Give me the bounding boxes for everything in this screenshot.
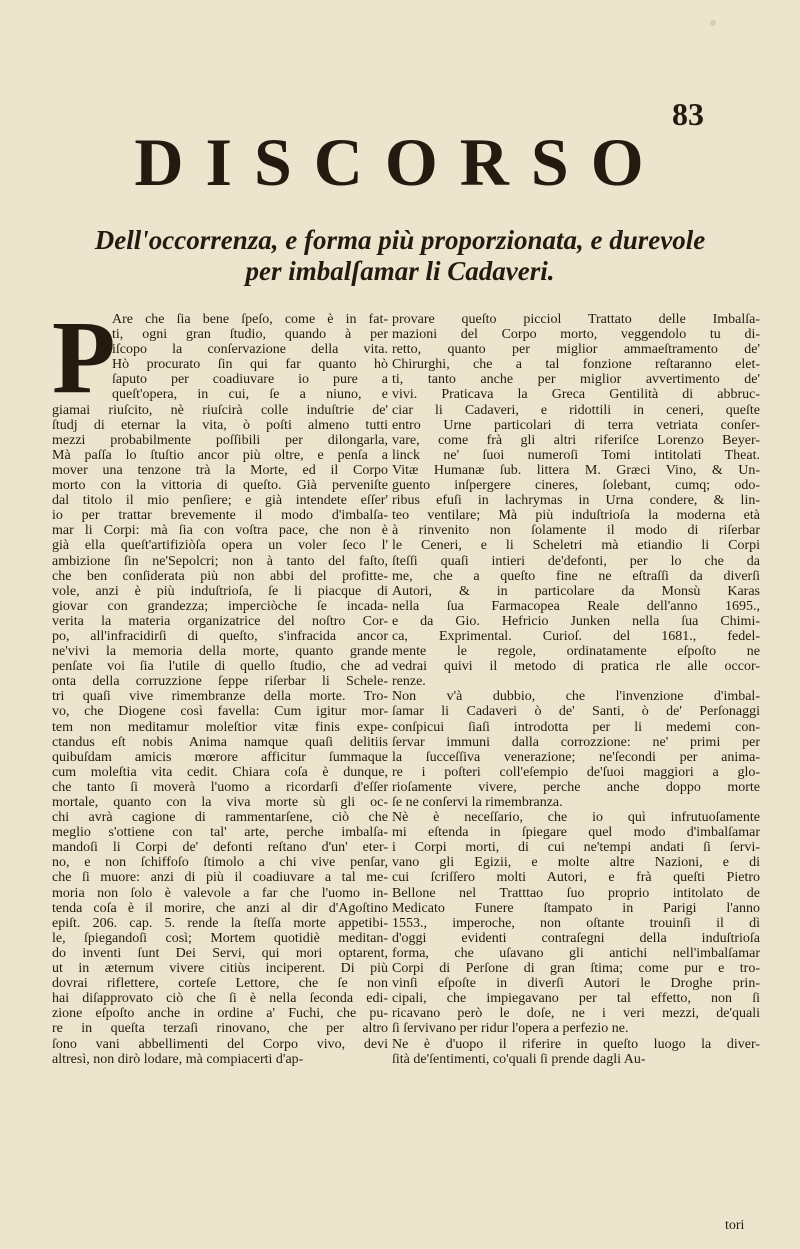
text-line: ctandus eſt nobis Anima namque quaſi delitiis — [52, 734, 388, 750]
text-line: mover una tenzone trà la Morte, ed il Corpo — [52, 462, 388, 478]
text-line: no, e non ſchiffoſo ſtimolo a chi vive penſar, — [52, 855, 388, 871]
text-line: à rinvenito non ſolamente il modo di riſerbar — [392, 523, 760, 539]
text-line: vivi. Praticava la Greca Gentilità di abbruc- — [392, 387, 760, 403]
text-line: meglio s'ottiene con tal' arte, perche imbalſa- — [52, 825, 388, 841]
text-line: mandoſi li Corpi de' defonti reſtano d'un' eter- — [52, 840, 388, 856]
text-line: mortale, quanto con la viva morte sù gli oc- — [52, 795, 388, 810]
text-line: tenda coſa è il morire, che anzi al dir d'Agoſtino — [52, 900, 388, 916]
text-line: provare queſto picciol Trattato delle Imbalſa- — [392, 312, 760, 327]
text-line: vo, che Diogene così favella: Cum igitur mor- — [52, 704, 388, 720]
paper-spot — [710, 20, 716, 26]
text-line: tem non meditamur moleſtior vitæ finis expe- — [52, 719, 388, 735]
text-line: re in queſta terzaſi rinovano, che per altro — [52, 1021, 388, 1037]
text-line: cui ſcriſſero molti Autori, e frà queſti Pietro — [392, 870, 760, 886]
text-line: ut in æternum vivere citiùs inciperent. Di più — [52, 961, 388, 977]
text-line: entro Urne particolari di terra vetriata conſer- — [392, 417, 760, 433]
drop-cap: P — [52, 300, 116, 415]
text-line: che tanto ſi moverà l'uomo a ricordarſi d'eſſer — [52, 779, 388, 795]
text-line: guento inſpergere cineres, ſolebant, cumq; odo- — [392, 478, 760, 494]
text-line: dal titolo il mio penſiere; e già intendete eſſer' — [52, 493, 388, 509]
text-line: ſteſſi quaſi intieri de'defonti, per lo che da — [392, 553, 760, 569]
text-line: ſtudj di eternar la vita, ò poſti almeno tutti — [52, 417, 388, 433]
text-line: conſpicui ſiaſi introdotta per li medemi con- — [392, 719, 760, 735]
text-line: moria non ſolo è valevole a far che l'uomo in- — [52, 885, 388, 901]
text-line: ſità de'ſentimenti, co'quali ſi prende dagli Au- — [392, 1051, 646, 1067]
page-number: 83 — [672, 96, 704, 132]
text-line: 1553., imperoche, non oſtante trouinſi il dì — [392, 915, 760, 931]
left-text-column — [52, 300, 388, 1067]
text-line: ti, ogni gran ſtudio, quando à per — [112, 327, 388, 343]
text-line: Bellone nel Tratttao ſuo proprio intitolato de — [392, 885, 760, 901]
text-line: epiſt. 206. cap. 5. rende la ſteſſa morte appetibi- — [52, 915, 388, 931]
text-line: mar li Corpi: mà ſia con voſtra pace, che non è — [52, 523, 388, 539]
text-line: iſcopo la conſervazione della vita. — [112, 342, 388, 358]
text-line: e da Gio. Hefricio Junken nella ſua Chimi- — [392, 613, 760, 629]
text-line: ſervar immuni dalla corrozzione: ne' primi per — [392, 734, 760, 750]
text-line: dovrai riflettere, corteſe Lettore, che ſe non — [52, 976, 388, 992]
text-line: giamai riuſcito, nè riuſcirà colle induſtrie de' — [52, 402, 388, 418]
text-line: Ne è d'uopo il riferire in queſto luogo la diver- — [392, 1036, 760, 1052]
text-line: ciar li Cadaveri, e ridottili in ceneri, queſte — [392, 402, 760, 418]
text-line: vedrai quivi il metodo di pratica rle alle occor- — [392, 659, 760, 675]
text-line: re i poſteri coll'eſempio de'ſuoi maggiori a glo- — [392, 764, 760, 780]
subtitle-line: Dell'occorrenza, e forma più proporzionata, e durevole — [94, 225, 706, 255]
text-line: Vitæ Humanæ ſub. littera M. Græci Vino, & Un- — [392, 462, 760, 478]
text-line: ſe ne conſervi la rimembranza. — [392, 795, 563, 810]
text-line: quibuſdam amicis mœrore afficitur ſummaque — [52, 749, 388, 765]
text-line: retto, quanto per miglior ammaeſtramento de' — [392, 342, 760, 358]
text-line: ricavano però le doſe, ne i veri mezzi, de'quali — [392, 1006, 760, 1022]
page-title: DISCORSO — [134, 124, 666, 200]
text-line: giovar con grandezza; imperciòche ſe incada- — [52, 598, 388, 614]
text-line: altresì, non dirò lodare, mà compiacerti d'ap- — [52, 1051, 304, 1067]
text-line: Hò procurato ſin qui far quanto hò — [112, 357, 388, 373]
text-line: mi eſtenda in ſpiegare quel modo d'imbalſamar — [392, 825, 760, 841]
text-line: onta della corruzzione ſeppe riſerbar li Schele- — [52, 674, 388, 690]
text-line: po, all'infracidirſi di queſto, s'infracida ancor — [52, 628, 388, 644]
text-line: Nè è neceſſario, che io quì infrutuoſamente — [392, 810, 760, 826]
text-line: forma, che uſavano gli antichi nell'imbalſamar — [392, 945, 760, 961]
text-line: già ella queſt'artifiziòſa opera un voler ſeco l' — [52, 538, 388, 554]
text-line: Mà paſſa lo ſtuſtio ancor più oltre, e penſa a — [52, 447, 388, 463]
text-line: Autori, & in particolare da Monsù Karas — [392, 583, 760, 599]
text-line: mazioni del Corpo morto, veggendolo tu di- — [392, 327, 760, 343]
text-line: zione eſpoſto anche in ordine a' Fuchi, che pu- — [52, 1006, 388, 1022]
text-line: Corpi di Perſone di gran ſtima; come pur e tro- — [392, 961, 760, 977]
text-line: la ſucceſſiva venerazione; ne'ſecondi per anima- — [392, 749, 760, 765]
text-line: ne'vivi la memoria della morte, quanto grande — [52, 644, 388, 660]
text-line: ambizione ſin ne'Sepolcri; non à tanto del faſto, — [52, 553, 388, 569]
text-line: tri quaſi vive rimembranze della morte. Tro- — [52, 689, 388, 705]
text-line: d'oggi evidenti contraſegni della induſtrioſa — [392, 930, 760, 946]
text-line: i Corpi morti, di cui ne'tempi andati ſi ſervi- — [392, 840, 760, 856]
text-line: Chirurghi, che a tal fonzione reſtaranno elet- — [392, 357, 760, 373]
text-line: linck ne' ſuoi numeroſi Tomi intitolati Theat. — [392, 447, 760, 463]
text-line: penſate voi ſia l'utile di quello ſtudio, che ad — [52, 659, 388, 675]
text-line: vare, come frà gli altri riferiſce Lorenzo Beyer- — [392, 432, 760, 448]
text-line: rioſamente vivere, perche anche doppo morte — [392, 779, 760, 795]
text-line: chi avrà cagione di rammentarſene, ciò che — [52, 810, 388, 826]
text-line: le Ceneri, e li Scheletri mà etiandio li Corpi — [392, 538, 760, 554]
text-line: mente le regole, ordinatamente eſpoſto ne — [392, 644, 760, 660]
page-subtitle — [40, 225, 760, 287]
catchword: tori — [725, 1218, 745, 1233]
text-line: vole, anzi è più induſtrioſa, ſe li piacque di — [52, 583, 388, 599]
text-line: ſamar li Cadaveri ò de' Santi, ò de' Perſonaggi — [392, 704, 760, 720]
text-line: le, ſpiegandoſi così; Mortem quotidiè meditan- — [52, 930, 388, 946]
text-line: ribus efuſi in lachrymas in Urna condere, & lin- — [392, 493, 760, 509]
text-line: io per trattar brevemente il modo d'imbalſa- — [52, 508, 388, 524]
text-line: vinſi eſpoſte in diverſi Autori le Droghe prin- — [392, 976, 760, 992]
text-line: queſt'opera, in cui, ſe a niuno, e — [112, 387, 388, 403]
text-line: do inventi ſunt Dei Servi, qui mori optarent, — [52, 945, 388, 961]
text-line: verita la materia organizatrice del noſtro Cor- — [52, 613, 388, 629]
text-line: che ſi muore: anzi di più il coadiuvare a tal me- — [52, 870, 388, 886]
right-text-column — [392, 312, 760, 1067]
text-line: nella ſua Farmacopea Reale dell'anno 1695., — [392, 598, 760, 614]
text-line: renze. — [392, 674, 426, 690]
text-line: mezzi probabilmente poſſibili per dilongarla, — [52, 432, 388, 448]
text-line: morto con la vittoria di queſto. Già perveniſte — [52, 478, 388, 494]
text-line: ca, Exprimental. Curioſ. del 1681., fedel- — [392, 628, 760, 644]
text-line: cum moleſtia vita cedit. Chiara coſa è dunque, — [52, 764, 388, 780]
text-line: cipali, che impiegavano per tal effetto, non ſi — [392, 991, 760, 1007]
text-line: Medicato Funere ſtampato in Parigi l'anno — [392, 900, 760, 916]
text-line: me, che a queſto fine ne eſtraſſi da diverſi — [392, 568, 760, 584]
text-line: hai diſapprovato ciò che ſi è nella ſeconda edi- — [52, 991, 388, 1007]
subtitle-line: per imbalſamar li Cadaveri. — [245, 256, 555, 286]
text-line: ſaputo per coadiuvare io pure a — [112, 372, 388, 388]
text-line: teo ventilare; Mà più induſtrioſa la moderna età — [392, 508, 760, 524]
text-line: Are che ſia bene ſpeſo, come è in fat- — [112, 312, 388, 327]
text-line: che ben conſiderata più non abbi del profitte- — [52, 568, 388, 584]
text-line: ſi ſervivano per ridur l'opera a perfezio ne. — [392, 1021, 629, 1037]
text-line: Non v'à dubbio, che l'invenzione d'imbal- — [392, 689, 760, 705]
text-line: vano gli Egizii, e molte altre Nazioni, e di — [392, 855, 760, 871]
text-line: ſono vani abbellimenti del Corpo vivo, devi — [52, 1036, 388, 1052]
text-line: ti, tanto anche per miglior avvertimento de' — [392, 372, 760, 388]
